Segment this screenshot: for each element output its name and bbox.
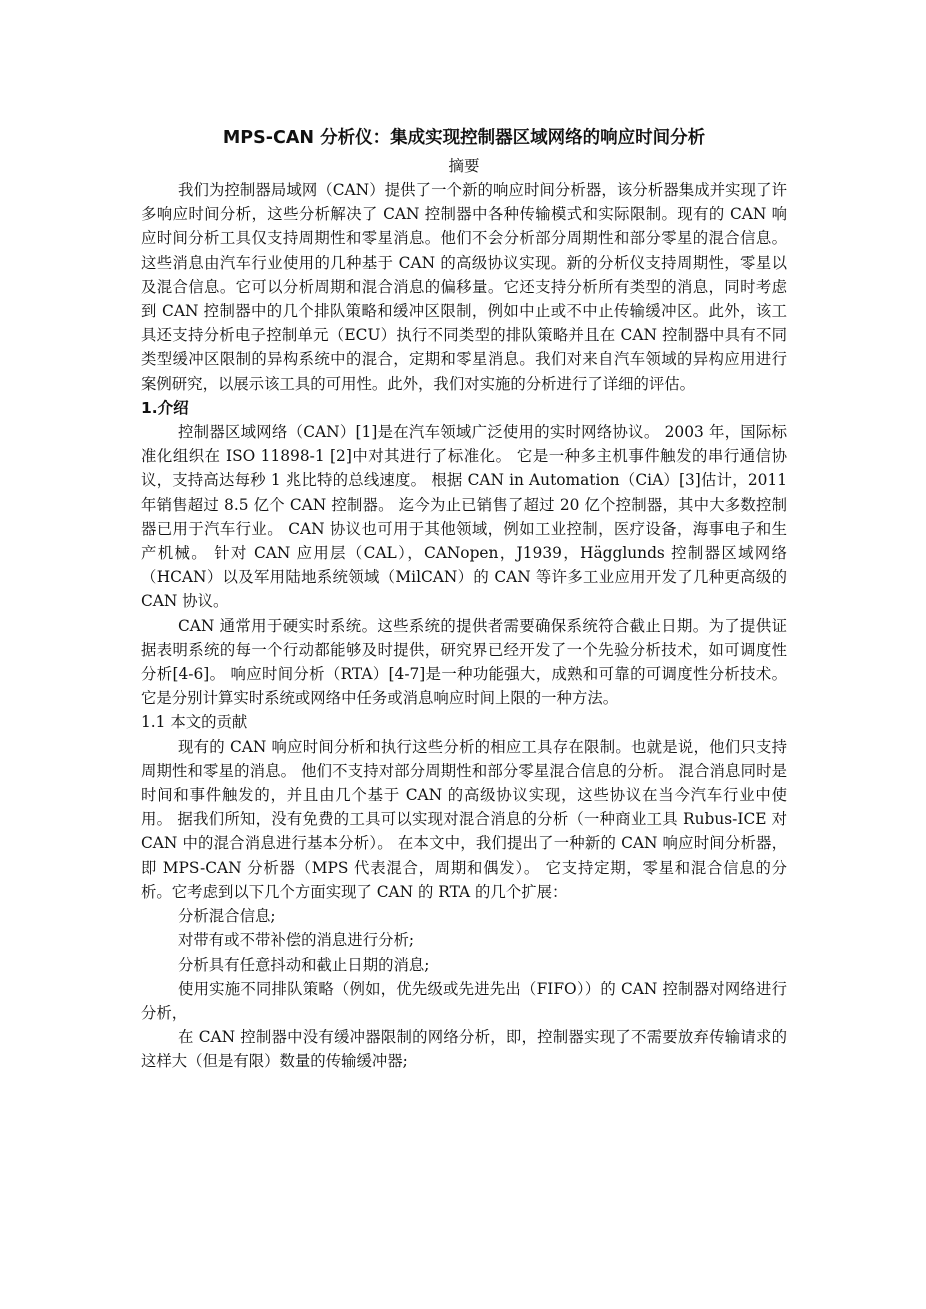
list-item: 使用实施不同排队策略（例如，优先级或先进先出（FIFO））的 CAN 控制器对网络进行分析， <box>141 979 787 1022</box>
section-heading-introduction: 1.介绍 <box>141 398 189 417</box>
list-item: 对带有或不带补偿的消息进行分析; <box>178 931 415 950</box>
list-item: 分析混合信息; <box>178 907 276 926</box>
paragraph: 控制器区域网络（CAN）[1]是在汽车领域广泛使用的实时网络协议。 2003 年，国际标准化组织在 ISO 11898-1 [2]中对其进行了标准化。 它是一种多主机事件触发的串行通信协议，支持高达每秒 1 兆比特的总线速度。 根据 CAN in Automation（CiA）[3]估计，2011 年销售超过 8.5 亿个 CAN 控制器。 迄今为止已销售了超过 20 亿个控制器，其中大多数控制器已用于汽车行业。 CAN 协议也可用于其他领域，例如工业控制，医疗设备，海事电子和生产机械。 针对 CAN 应用层（CAL），CANopen，J1939，Hägglunds 控制器区域网络（HCAN）以及军用陆地系统领域（MilCAN）的 CAN 等许多工业应用开发了几种更高级的 CAN 协议。 <box>141 423 787 611</box>
list-item: 在 CAN 控制器中没有缓冲器限制的网络分析，即，控制器实现了不需要放弃传输请求的这样大（但是有限）数量的传输缓冲器; <box>141 1028 787 1071</box>
abstract-text: 我们为控制器局域网（CAN）提供了一个新的响应时间分析器，该分析器集成并实现了许多响应时间分析，这些分析解决了 CAN 控制器中各种传输模式和实际限制。现有的 CAN 响应时间分析工具仅支持周期性和零星消息。他们不会分析部分周期性和部分零星的混合信息。这些消息由汽车行业使用的几种基于 CAN 的高级协议实现。新的分析仪支持周期性，零星以及混合信息。它可以分析周期和混合消息的偏移量。它还支持分析所有类型的消息，同时考虑到 CAN 控制器中的几个排队策略和缓冲区限制，例如中止或不中止传输缓冲区。此外，该工具还支持分析电子控制单元（ECU）执行不同类型的排队策略并且在 CAN 控制器中具有不同类型缓冲区限制的异构系统中的混合，定期和零星消息。我们对来自汽车领域的异构应用进行案例研究，以展示该工具的可用性。此外，我们对实施的分析进行了详细的评估。 <box>141 181 787 393</box>
paragraph: 现有的 CAN 响应时间分析和执行这些分析的相应工具存在限制。也就是说，他们只支持周期性和零星的消息。 他们不支持对部分周期性和部分零星混合信息的分析。 混合消息同时是时间和事件触发的，并且由几个基于 CAN 的高级协议实现，这些协议在当今汽车行业中使用。 据我们所知，没有免费的工具可以实现对混合消息的分析（一种商业工具 Rubus-ICE 对 CAN 中的混合消息进行基本分析）。 在本文中，我们提出了一种新的 CAN 响应时间分析器，即 MPS-CAN 分析器（MPS 代表混合，周期和偶发）。 它支持定期，零星和混合信息的分析。它考虑到以下几个方面实现了 CAN 的 RTA 的几个扩展： <box>141 737 787 901</box>
paragraph: CAN 通常用于硬实时系统。这些系统的提供者需要确保系统符合截止日期。为了提供证据表明系统的每一个行动都能够及时提供，研究界已经开发了一个先验分析技术，如可调度性分析[4-6]。 响应时间分析（RTA）[4-7]是一种功能强大，成熟和可靠的可调度性分析技术。 它是分别计算实时系统或网络中任务或消息响应时间上限的一种方法。 <box>141 616 787 708</box>
paper-title: MPS-CAN 分析仪：集成实现控制器区域网络的响应时间分析 <box>222 128 706 148</box>
abstract-heading: 摘要 <box>448 157 480 175</box>
list-item: 分析具有任意抖动和截止日期的消息; <box>178 955 430 974</box>
document-page <box>141 124 787 1074</box>
subsection-heading-contributions: 1.1 本文的贡献 <box>141 713 248 732</box>
